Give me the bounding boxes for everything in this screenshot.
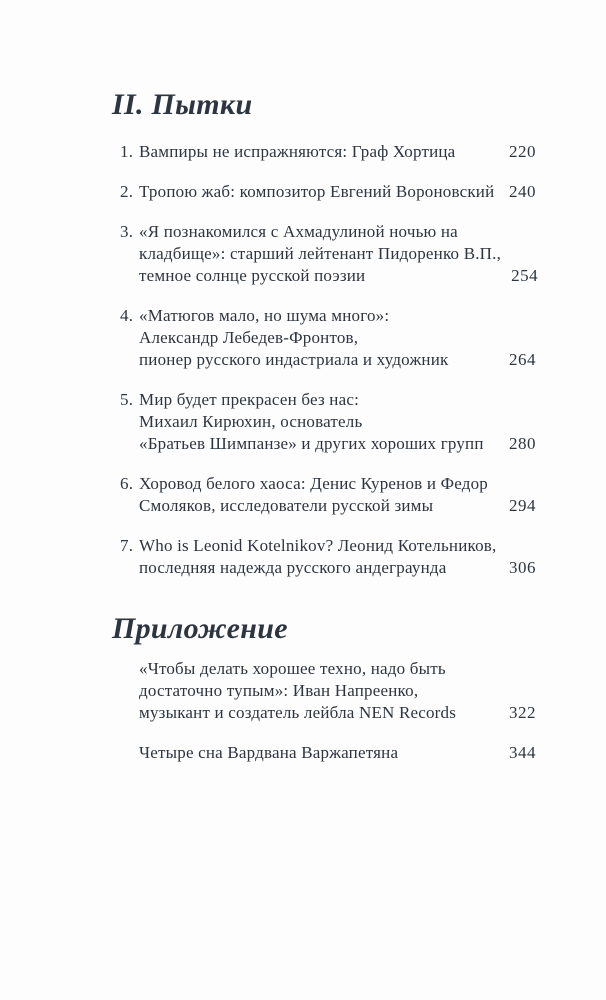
toc-item-number: 3. [120, 222, 134, 241]
toc-page-number: 306 [509, 558, 536, 577]
toc-line [120, 535, 496, 557]
toc-item-number: 7. [120, 536, 134, 555]
toc-item [112, 181, 536, 203]
toc-line [120, 389, 484, 411]
toc-line: музыкант и создатель лейбла NEN Records [139, 703, 457, 722]
toc-item-title [112, 535, 496, 579]
toc-item [112, 221, 539, 287]
toc-line: темное солнце русской поэзии [139, 266, 366, 285]
toc-item-text: «Матюгов мало, но шума много»: [139, 306, 390, 325]
toc-item-title [112, 742, 398, 764]
toc-item-title [112, 473, 488, 517]
toc-item [112, 535, 536, 579]
section-heading-part2: II. Пытки [112, 88, 253, 121]
toc-page-number: 254 [511, 266, 539, 285]
toc-line: Четыре сна Вардвана Варжапетяна [139, 743, 399, 762]
toc-item [112, 305, 536, 371]
toc-line: Михаил Кирюхин, основатель [139, 412, 363, 431]
toc-item-title [112, 221, 501, 287]
toc-line: Александр Лебедев-Фронтов, [139, 328, 359, 347]
toc-line: «Чтобы делать хорошее техно, надо быть [139, 659, 446, 678]
toc-item [112, 658, 536, 724]
toc-page-number: 280 [509, 434, 536, 453]
toc-item-text: Хоровод белого хаоса: Денис Куренов и Федор [139, 474, 488, 493]
toc-item [112, 742, 536, 764]
toc-line [120, 305, 448, 327]
toc-item [112, 141, 536, 163]
toc-item-title [112, 658, 456, 724]
toc-line [120, 221, 501, 243]
toc-item-title [112, 389, 484, 455]
toc-line: «Братьев Шимпанзе» и других хороших групп [139, 434, 484, 453]
toc-content [112, 88, 539, 782]
toc-line: достаточно тупым»: Иван Напреенко, [139, 681, 419, 700]
toc-list-appendix [112, 658, 536, 764]
toc-page-number: 240 [509, 182, 536, 201]
toc-item-number: 1. [120, 142, 134, 161]
toc-item-text: Мир будет прекрасен без нас: [139, 390, 360, 409]
toc-item-number: 5. [120, 390, 134, 409]
toc-item-text: Тропою жаб: композитор Евгений Вороновский [139, 182, 495, 201]
toc-line [120, 141, 455, 163]
toc-item-text: Who is Leonid Kotelnikov? Леонид Котельников, [139, 536, 497, 555]
toc-item-number: 4. [120, 306, 134, 325]
toc-item-text: «Я познакомился с Ахмадулиной ночью на [139, 222, 458, 241]
toc-line [120, 473, 488, 495]
toc-item-number: 6. [120, 474, 134, 493]
toc-item-text: Вампиры не испражняются: Граф Хортица [139, 142, 456, 161]
toc-page-number: 294 [509, 496, 536, 515]
toc-list-part2 [112, 141, 539, 579]
toc-page-number: 322 [509, 703, 536, 722]
toc-item-title [112, 305, 448, 371]
section-heading-appendix: Приложение [112, 612, 288, 645]
toc-item [112, 473, 536, 517]
toc-line: кладбище»: старший лейтенант Пидоренко В.П., [139, 244, 502, 263]
toc-line: пионер русского индастриала и художник [139, 350, 449, 369]
toc-item-title [112, 141, 455, 163]
toc-page-number: 220 [509, 142, 536, 161]
toc-item [112, 389, 536, 455]
toc-line: Смоляков, исследователи русской зимы [139, 496, 434, 515]
toc-page-number: 264 [509, 350, 536, 369]
toc-page-number: 344 [509, 743, 536, 762]
toc-item-number: 2. [120, 182, 134, 201]
toc-line [120, 181, 494, 203]
toc-item-title [112, 181, 494, 203]
toc-line: последняя надежда русского андеграунда [139, 558, 447, 577]
